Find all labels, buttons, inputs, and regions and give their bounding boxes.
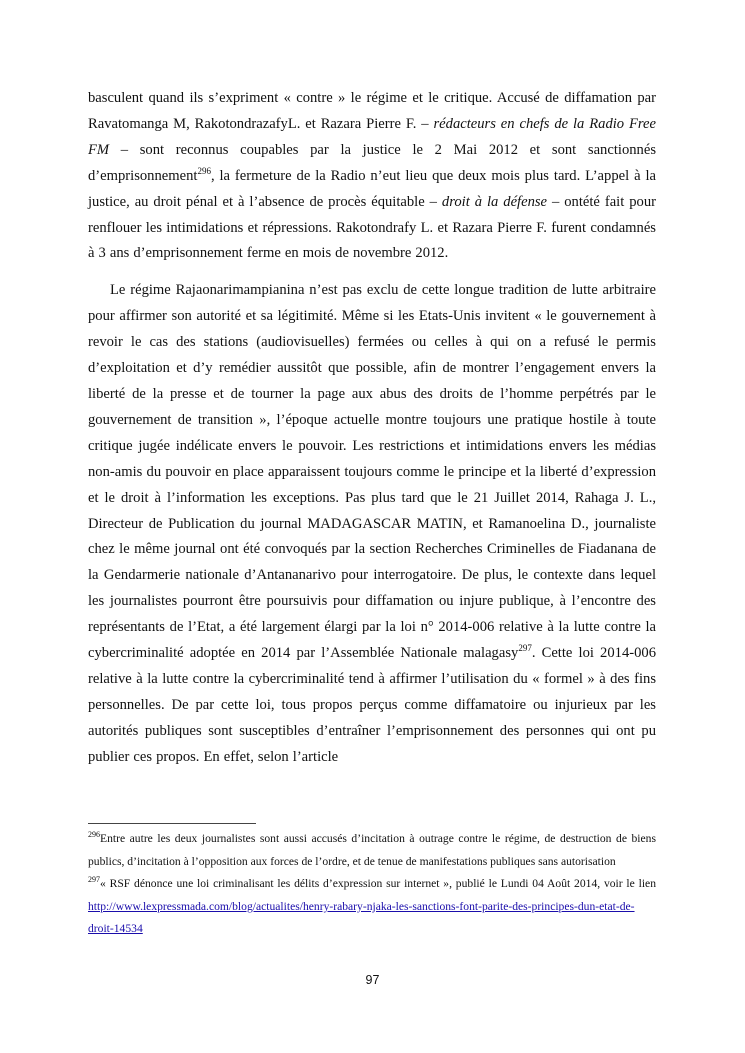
footnote-text: Entre autre les deux journalistes sont aussi accusés d’incitation à outrage contre le régime, de destruction de biens publics, d’incitation à l’opposition aux forces de l’ordre, et de tenue de manifestations publiques sans autorisation <box>88 832 656 868</box>
p1-text-4: – ontété fait pour renflouer les intimidations et répressions. Rakotondrafy L. et Razara Pierre F. furent condamnés à 3 ans d’emprisonnement ferme en mois de novembre 2012. <box>88 193 656 262</box>
footnote-ref-296[interactable]: 296 <box>197 165 211 176</box>
footnote-text: « RSF dénonce une loi criminalisant les délits d’expression sur internet », publié le Lundi 04 Août 2014, voir le lien <box>100 877 656 891</box>
p1-italic-1: rédacteurs en chefs de la Radio Free FM <box>88 115 656 158</box>
p2-text-1: Le régime Rajaonarimampianina n’est pas exclu de cette longue tradition de lutte arbitraire pour affirmer son autorité et sa légitimité. Même si les Etats-Unis invitent « le gouvernement à revoir le cas des stations (audiovisuelles) fermées ou celles à qui on a refusé le permis d’exploitation et d’y remédier aussitôt que possible, afin de montrer l’engagement envers la liberté de la presse et de tourner la page aux abus des droits de l’homme perpétrés par le gouvernement de transition », l’époque actuelle montre toujours une pratique hostile à toute critique jugée indélicate envers le pouvoir. Les restrictions et intimidations envers les médias non-amis du pouvoir en place apparaissent toujours comme le principe et la liberté d’expression et le droit à l’information les exceptions. Pas plus tard que le 21 Juillet 2014, Rahaga J. L., Directeur de Publication du journal MADAGASCAR MATIN, et Ramanoelina D., journaliste chez le même journal ont été convoqués par la section Recherches Criminelles de Fiadanana de la Gendarmerie nationale d’Antananarivo pour interrogatoire. De plus, le contexte dans lequel les journalistes pourront être poursuivis pour diffamation ou injure publique, à l’encontre des représentants de l’Etat, a été largement élargi par la loi n° 2014-006 relative à la lutte contre la cybercriminalité adoptée en 2014 par l’Assemblée Nationale malagasy <box>88 282 656 662</box>
footnote-296 <box>88 828 656 873</box>
paragraph-1 <box>88 86 656 267</box>
footnote-297 <box>88 873 656 941</box>
page-number: 97 <box>365 973 380 987</box>
footnote-link[interactable]: http://www.lexpressmada.com/blog/actualites/henry-rabary-njaka-les-sanctions-font-parite-des-principes-dun-etat-de-droit-14534 <box>88 899 635 936</box>
page-body <box>88 86 656 771</box>
footnote-separator <box>88 823 256 824</box>
p1-italic-2: droit à la défense <box>441 193 548 210</box>
paragraph-2 <box>88 278 656 770</box>
p1-text-1: basculent quand ils s’expriment « contre » le régime et le critique. Accusé de diffamation par Ravatomanga M, RakotondrazafyL. et Razara Pierre F. – <box>88 90 656 132</box>
footnote-number: 297 <box>88 875 100 885</box>
p1-text-3: , la fermeture de la Radio n’eut lieu que deux mois plus tard. L’appel à la justice, au droit pénal et à l’absence de procès équitable – <box>88 167 656 210</box>
p1-text-2: – sont reconnus coupables par la justice le 2 Mai 2012 et sont sanctionnés d’emprisonnement <box>88 141 656 184</box>
footnote-number: 296 <box>88 830 100 840</box>
footnote-ref-297[interactable]: 297 <box>518 643 532 654</box>
p2-text-2: . Cette loi 2014-006 relative à la lutte contre la cybercriminalité tend à affirmer l’utilisation du « formel » à des fins personnelles. De par cette loi, tous propos perçus comme diffamatoire ou injurieux par les autorités publiques sont susceptibles d’entraîner l’emprisonnement des personnes qui ont pu publier ces propos. En effet, selon l’article <box>88 645 656 765</box>
footnotes <box>88 828 656 941</box>
